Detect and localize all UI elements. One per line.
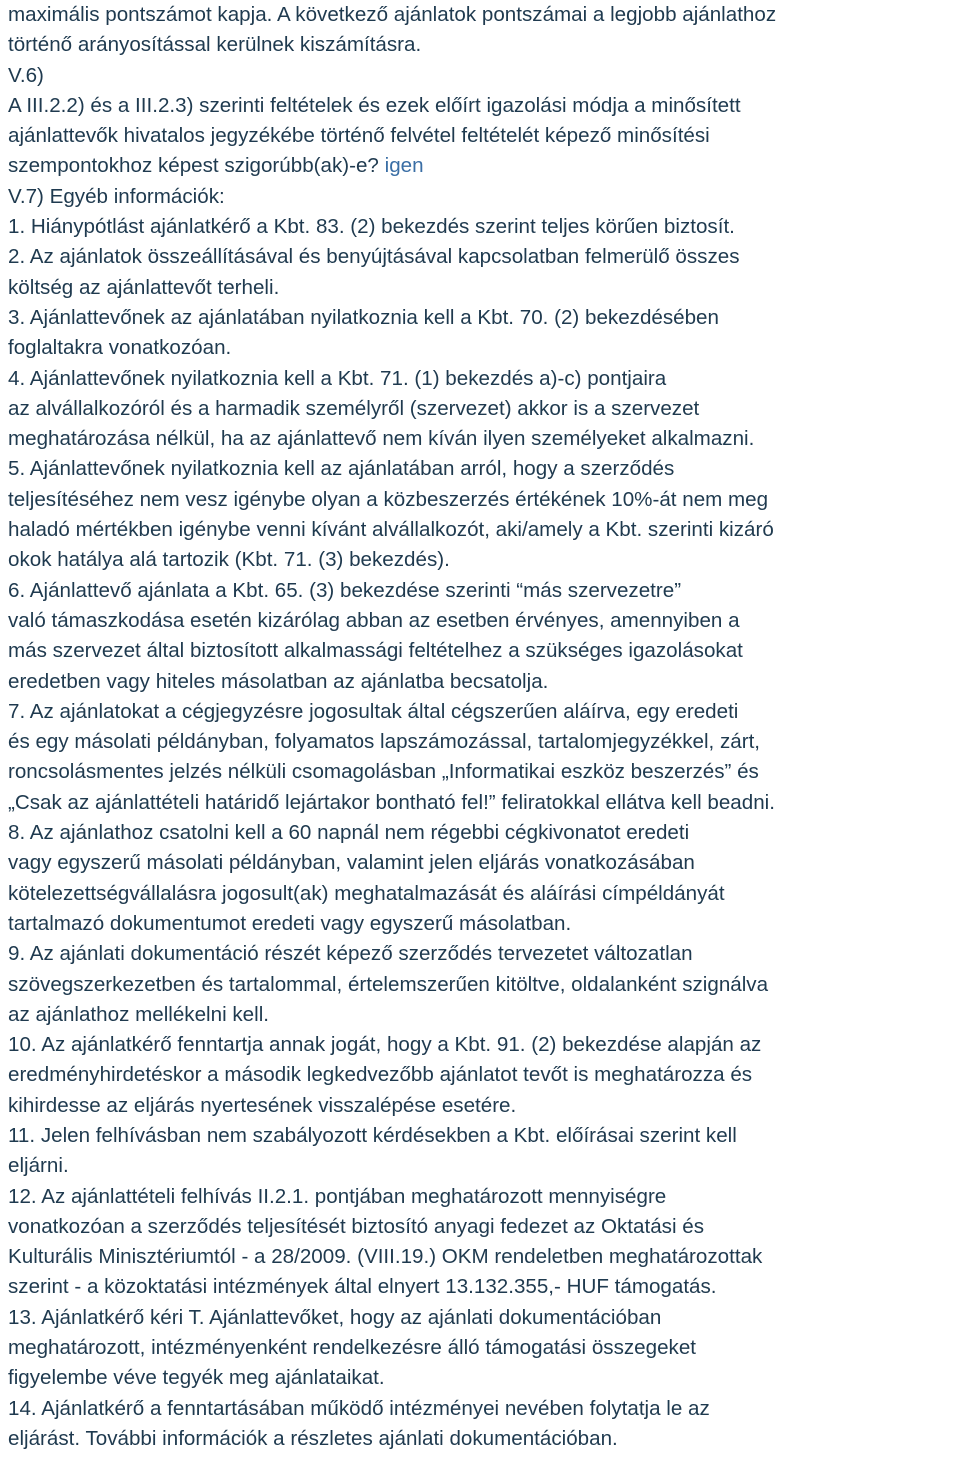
text-line: szövegszerkezetben és tartalommal, értelemszerűen kitöltve, oldalanként szignálva (8, 972, 769, 996)
list-item: 2. Az ajánlatok összeállításával és benyújtásával kapcsolatban felmerülő összes (8, 245, 740, 269)
text-line: vagy egyszerű másolati példányban, valamint jelen eljárás vonatkozásában (8, 851, 695, 875)
text-line: meghatározott, intézményenként rendelkezésre álló támogatási összegeket (8, 1336, 696, 1360)
list-item: 6. Ajánlattevő ajánlata a Kbt. 65. (3) bekezdése szerinti “más szervezetre” (8, 578, 682, 602)
text-line: más szervezet által biztosított alkalmassági feltételhez a szükséges igazolásokat (8, 639, 743, 663)
text-line: haladó mértékben igénybe venni kívánt alvállalkozót, aki/amely a Kbt. szerinti kizáró (8, 518, 774, 542)
text-line: ajánlattevők hivatalos jegyzékébe történő felvétel feltételét képező minősítési (8, 124, 710, 148)
answer-value: igen (384, 154, 424, 178)
text-line: Kulturális Minisztériumtól - a 28/2009. (VIII.19.) OKM rendeletben meghatározottak (8, 1245, 763, 1269)
list-item: 4. Ajánlattevőnek nyilatkoznia kell a Kbt. 71. (1) bekezdés a)-c) pontjaira (8, 366, 667, 390)
text-line: vonatkozóan a szerződés teljesítését biztosító anyagi fedezet az Oktatási és (8, 1214, 705, 1238)
text-line: eredményhirdetéskor a második legkedvezőbb ajánlatot tevőt is meghatározza és (8, 1063, 753, 1087)
list-item: 12. Az ajánlattételi felhívás II.2.1. pontjában meghatározott mennyiségre (8, 1184, 667, 1208)
text-line: az ajánlathoz mellékelni kell. (8, 1002, 269, 1026)
list-item: 9. Az ajánlati dokumentáció részét képező szerződés tervezetet változatlan (8, 942, 693, 966)
text-line: eljárást. További információk a részletes ajánlati dokumentációban. (8, 1426, 618, 1450)
text-line: maximális pontszámot kapja. A következő ajánlatok pontszámai a legjobb ajánlathoz (8, 3, 777, 26)
section-number: V.6) (8, 63, 44, 87)
list-item: 10. Az ajánlatkérő fenntartja annak jogát, hogy a Kbt. 91. (2) bekezdése alapján az (8, 1033, 762, 1057)
section-heading: V.7) Egyéb információk: (8, 184, 225, 208)
text-line: történő arányosítással kerülnek kiszámításra. (8, 33, 422, 57)
text-line: foglaltakra vonatkozóan. (8, 336, 232, 360)
list-item: 11. Jelen felhívásban nem szabályozott kérdésekben a Kbt. előírásai szerint kell (8, 1123, 737, 1147)
text-line: „Csak az ajánlattételi határidő lejártakor bontható fel!” feliratokkal ellátva kell beadni. (8, 790, 775, 814)
text-line: roncsolásmentes jelzés nélküli csomagolásban „Informatikai eszköz beszerzés” és (8, 760, 759, 784)
text-line: figyelembe véve tegyék meg ajánlataikat. (8, 1366, 385, 1390)
text-line: meghatározása nélkül, ha az ajánlattevő nem kíván ilyen személyeket alkalmazni. (8, 427, 755, 451)
text-line: eljárni. (8, 1154, 69, 1178)
text-line: kihirdesse az eljárás nyertesének visszalépése esetére. (8, 1093, 517, 1117)
list-item: 7. Az ajánlatokat a cégjegyzésre jogosultak által cégszerűen aláírva, egy eredeti (8, 699, 739, 723)
text-line: az alvállalkozóról és a harmadik személyről (szervezet) akkor is a szervezet (8, 396, 700, 420)
list-item: 5. Ajánlattevőnek nyilatkoznia kell az ajánlatában arról, hogy a szerződés (8, 457, 675, 481)
text-line: költség az ajánlattevőt terheli. (8, 275, 280, 299)
text-line: A III.2.2) és a III.2.3) szerinti feltételek és ezek előírt igazolási módja a minősített (8, 93, 741, 117)
text-line: teljesítéséhez nem vesz igénybe olyan a közbeszerzés értékének 10%-át nem meg (8, 487, 769, 511)
text-line: és egy másolati példányban, folyamatos lapszámozással, tartalomjegyzékkel, zárt, (8, 730, 761, 754)
list-item: 13. Ajánlatkérő kéri T. Ajánlattevőket, hogy az ajánlati dokumentációban (8, 1305, 662, 1329)
text-line: szerint - a közoktatási intézmények által elnyert 13.132.355,- HUF támogatás. (8, 1275, 717, 1299)
list-item: 3. Ajánlattevőnek az ajánlatában nyilatkoznia kell a Kbt. 70. (2) bekezdésében (8, 305, 719, 329)
list-item: 1. Hiánypótlást ajánlatkérő a Kbt. 83. (2) bekezdés szerint teljes körűen biztosít. (8, 215, 735, 239)
text-line: való támaszkodása esetén kizárólag abban az esetben érvényes, amennyiben a (8, 608, 740, 632)
text-line: eredetben vagy hiteles másolatban az ajánlatba becsatolja. (8, 669, 549, 693)
list-item: 8. Az ajánlathoz csatolni kell a 60 napnál nem régebbi cégkivonatot eredeti (8, 821, 690, 845)
list-item: 14. Ajánlatkérő a fenntartásában működő intézményei nevében folytatja le az (8, 1396, 710, 1420)
question-text: szempontokhoz képest szigorúbb(ak)-e? (8, 154, 379, 178)
text-line: okok hatálya alá tartozik (Kbt. 71. (3) bekezdés). (8, 548, 450, 572)
text-line: kötelezettségvállalásra jogosult(ak) meghatalmazását és aláírási címpéldányát (8, 881, 725, 905)
question-line (8, 151, 960, 181)
text-line: tartalmazó dokumentumot eredeti vagy egyszerű másolatban. (8, 911, 572, 935)
